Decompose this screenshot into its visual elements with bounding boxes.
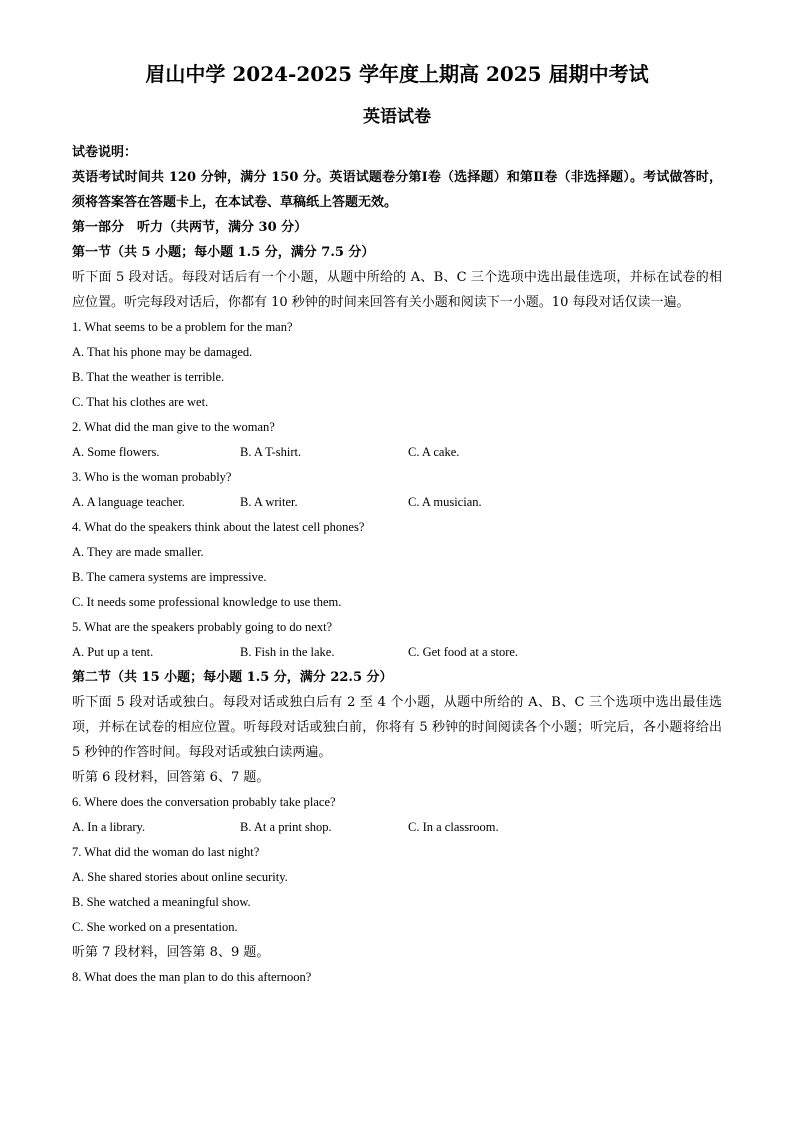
section2-heading: 第二节（共 15 小题；每小题 1.5 分，满分 22.5 分） bbox=[72, 670, 393, 685]
question-2-stem: 2. What did the man give to the woman? bbox=[72, 420, 275, 434]
question-5-option-a: A. Put up a tent. bbox=[72, 645, 154, 659]
part1-heading: 第一部分 听力（共两节，满分 30 分） bbox=[72, 220, 308, 235]
question-4-stem: 4. What do the speakers think about the latest cell phones? bbox=[72, 520, 365, 534]
question-2-options bbox=[72, 440, 722, 465]
question-6-options bbox=[72, 815, 722, 840]
question-7-stem: 7. What did the woman do last night? bbox=[72, 845, 260, 859]
question-6-option-a: A. In a library. bbox=[72, 820, 146, 834]
question-6-stem: 6. Where does the conversation probably take place? bbox=[72, 795, 336, 809]
question-6-option-b: B. At a print shop. bbox=[240, 820, 332, 834]
question-7-option-b: B. She watched a meaningful show. bbox=[72, 895, 251, 909]
question-7-option-a: A. She shared stories about online security. bbox=[72, 870, 288, 884]
question-8-stem: 8. What does the man plan to do this afternoon? bbox=[72, 970, 312, 984]
question-5-option-c: C. Get food at a store. bbox=[408, 645, 519, 659]
instructions-text: 英语考试时间共 120 分钟，满分 150 分。英语试题卷分第Ⅰ卷（选择题）和第Ⅱ卷（非选择题）。考试做答时，须将答案答在答题卡上，在本试卷、草稿纸上答题无效。 bbox=[72, 170, 722, 210]
exam-page bbox=[72, 62, 722, 990]
question-7-option-c: C. She worked on a presentation. bbox=[72, 920, 238, 934]
question-2-option-a: A. Some flowers. bbox=[72, 445, 160, 459]
question-2-option-c: C. A cake. bbox=[408, 445, 460, 459]
question-3-option-c: C. A musician. bbox=[408, 495, 482, 509]
question-2-option-b: B. A T-shirt. bbox=[240, 445, 302, 459]
section2-directions: 听下面 5 段对话或独白。每段对话或独白后有 2 至 4 个小题，从题中所给的 A、B、C 三个选项中选出最佳选项，并标在试卷的相应位置。听每段对话或独白前，你将有 5 秒钟的时间阅读各个小题；听完后，各小题将给出 5 秒钟的作答时间。每段对话或独白读两遍。 bbox=[72, 695, 722, 760]
question-1-stem: 1. What seems to be a problem for the man? bbox=[72, 320, 293, 334]
material-6-note: 听第 6 段材料，回答第 6、7 题。 bbox=[72, 770, 270, 785]
section1-directions: 听下面 5 段对话。每段对话后有一个小题，从题中所给的 A、B、C 三个选项中选出最佳选项，并标在试卷的相应位置。听完每段对话后，你都有 10 秒钟的时间来回答有关小题和阅读下一小题。10 每段对话仅读一遍。 bbox=[72, 270, 722, 310]
question-3-options bbox=[72, 490, 722, 515]
question-5-stem: 5. What are the speakers probably going to do next? bbox=[72, 620, 333, 634]
question-1-option-b: B. That the weather is terrible. bbox=[72, 370, 225, 384]
exam-subtitle: 英语试卷 bbox=[363, 107, 431, 127]
question-5-option-b: B. Fish in the lake. bbox=[240, 645, 335, 659]
material-7-note: 听第 7 段材料，回答第 8、9 题。 bbox=[72, 945, 270, 960]
question-1-option-c: C. That his clothes are wet. bbox=[72, 395, 209, 409]
question-3-stem: 3. Who is the woman probably? bbox=[72, 470, 232, 484]
question-5-options bbox=[72, 640, 722, 665]
section1-heading: 第一节（共 5 小题；每小题 1.5 分，满分 7.5 分） bbox=[72, 245, 375, 260]
question-3-option-a: A. A language teacher. bbox=[72, 495, 185, 509]
question-6-option-c: C. In a classroom. bbox=[408, 820, 499, 834]
question-4-option-a: A. They are made smaller. bbox=[72, 545, 204, 559]
instructions-label: 试卷说明： bbox=[72, 145, 138, 160]
question-1-option-a: A. That his phone may be damaged. bbox=[72, 345, 253, 359]
question-3-option-b: B. A writer. bbox=[240, 495, 298, 509]
exam-title: 眉山中学 2024-2025 学年度上期高 2025 届期中考试 bbox=[145, 62, 649, 86]
question-4-option-c: C. It needs some professional knowledge to use them. bbox=[72, 595, 342, 609]
question-4-option-b: B. The camera systems are impressive. bbox=[72, 570, 267, 584]
